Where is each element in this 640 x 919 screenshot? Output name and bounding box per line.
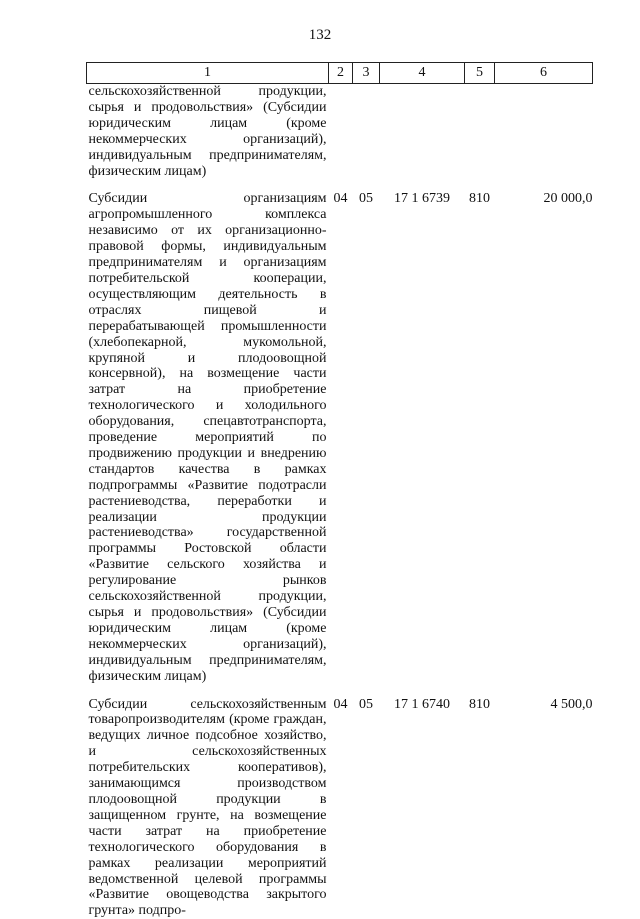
row-col5 <box>465 84 495 180</box>
budget-table <box>86 62 593 919</box>
table-row <box>87 191 593 684</box>
row-col4: 17 1 6740 <box>394 696 450 712</box>
row-description: Субсидии организациям агропромышленного комплекса независимо от их организационно-правовой формы, индивидуальным предпринимателям и организациям потребительской кооперации, осуществляющим деятельность в отраслях пищевой и перерабатывающей промышленности (хлебопекарной, мукомольной, крупяной и плодоовощной консервной), на возмещение части затрат на приобретение технологического и холодильного оборудования, спецавтотранспорта, проведение мероприятий по продвижению продукции и внедрению стандартов качества в рамках подпрограммы «Развитие подотрасли растениеводства, переработки и реализации продукции растениеводства» государственной программы Ростовской области «Развитие сельского хозяйства и регулирование рынков сельскохозяйственной продукции, сырья и продовольствия» (Субсидии юридическим лицам (кроме некоммерческих организаций), индивидуальным предпринимателям, физическим лицам) <box>88 191 327 684</box>
column-header-1: 1 <box>87 63 329 84</box>
row-col5: 810 <box>469 191 490 207</box>
row-col2: 04 <box>333 696 348 712</box>
column-header-6: 6 <box>495 63 593 84</box>
row-col4 <box>380 84 465 180</box>
row-col4: 17 1 6739 <box>394 191 450 207</box>
row-col6 <box>495 84 593 180</box>
row-col6: 20 000,0 <box>543 191 593 207</box>
column-header-4: 4 <box>380 63 465 84</box>
row-col3: 05 <box>359 696 373 712</box>
row-col2: 04 <box>333 191 348 207</box>
table-row <box>87 697 593 919</box>
row-col3 <box>353 84 380 180</box>
row-description: Субсидии сельскохозяйственным товаропроизводителям (кроме граждан, ведущих личное подсобное хозяйство, и сельскохозяйственных потребительских кооперативов), занимающимся производством плодоовощной продукции в защищенном грунте, на возмещение части затрат на приобретение технологического оборудования в рамках реализации мероприятий ведомственной целевой программы «Развитие овощеводства закрытого грунта» подпро- <box>88 696 327 919</box>
row-col5: 810 <box>469 696 490 712</box>
column-header-5: 5 <box>465 63 495 84</box>
table-row <box>87 84 593 180</box>
table-header-row <box>87 63 593 84</box>
row-col3: 05 <box>359 191 373 207</box>
column-header-2: 2 <box>329 63 353 84</box>
row-description: сельскохозяйственной продукции, сырья и продовольствия» (Субсидии юридическим лицам (кроме некоммерческих организаций), индивидуальным предпринимателям, физическим лицам) <box>88 84 327 179</box>
page-number: 132 <box>308 27 332 43</box>
row-col6: 4 500,0 <box>550 696 593 712</box>
column-header-3: 3 <box>353 63 380 84</box>
row-col2 <box>329 84 353 180</box>
